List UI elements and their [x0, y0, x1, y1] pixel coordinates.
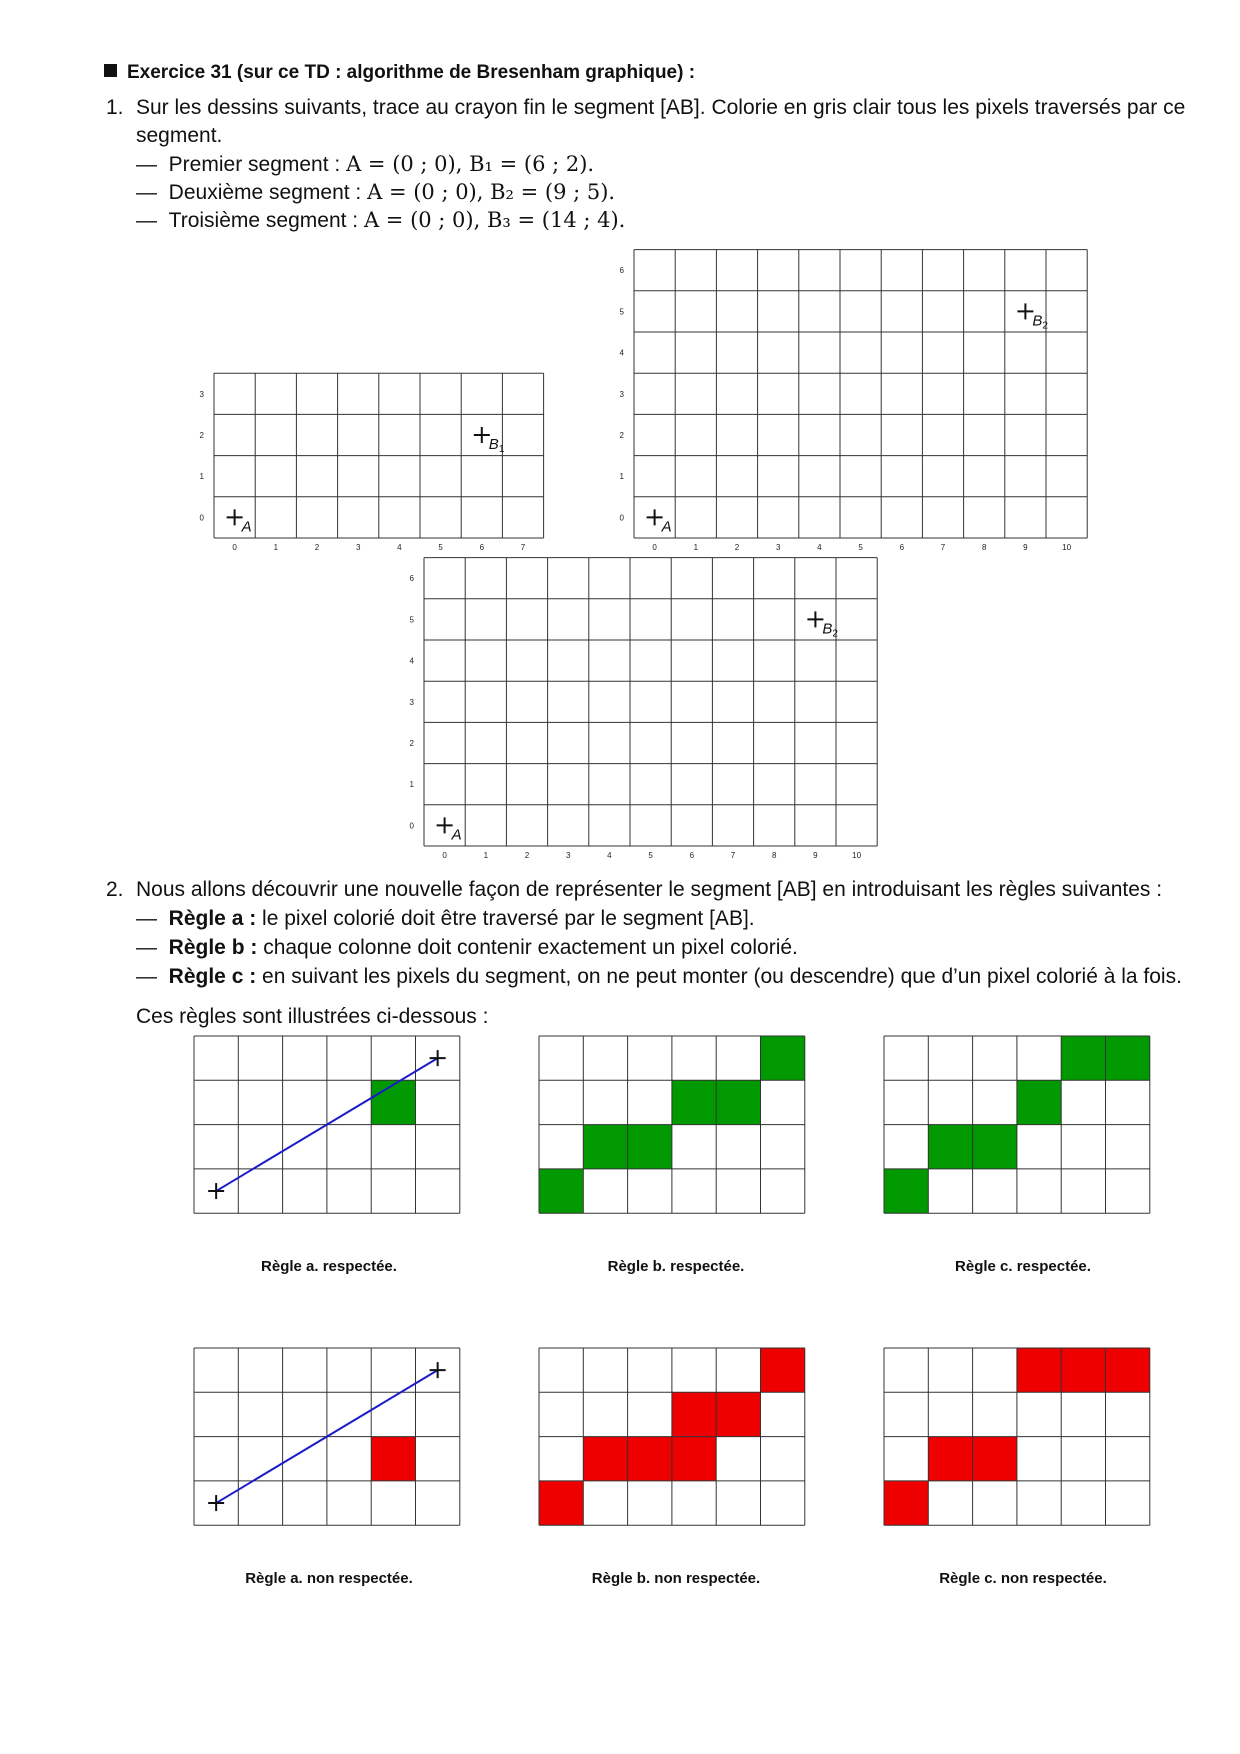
x-tick-label: 0	[652, 543, 657, 552]
point-a-cross-icon	[227, 509, 243, 525]
colored-pixel	[761, 1036, 805, 1080]
item-formula: A = (0 ; 0), B₃ = (14 ; 4).	[363, 208, 626, 232]
example-grid-2	[539, 1036, 805, 1213]
illustration-intro: Ces règles sont illustrées ci-dessous :	[136, 1005, 489, 1028]
colored-pixel	[539, 1481, 583, 1525]
example-grid-1	[194, 1036, 460, 1213]
colored-pixel	[1106, 1036, 1150, 1080]
x-tick-label: 9	[813, 851, 818, 860]
x-tick-label: 0	[232, 543, 237, 552]
grid-3	[410, 558, 878, 860]
point-b-subscript: 2	[832, 628, 838, 640]
colored-pixel	[928, 1437, 972, 1481]
y-tick-label: 6	[619, 266, 624, 276]
x-tick-label: 0	[442, 851, 447, 860]
y-tick-label: 0	[199, 513, 204, 523]
caption-rule-c-bad: Règle c. non respectée.	[939, 1570, 1107, 1587]
item-dash: —	[136, 181, 157, 204]
colored-pixel	[371, 1080, 415, 1124]
grid-2	[620, 250, 1088, 552]
colored-pixel	[1106, 1348, 1150, 1392]
rule-c	[136, 963, 1182, 991]
colored-pixel	[583, 1437, 627, 1481]
colored-pixel	[583, 1125, 627, 1169]
x-tick-label: 3	[775, 543, 781, 552]
y-tick-label: 3	[619, 389, 624, 399]
q2-text: Nous allons découvrir une nouvelle façon de représenter le segment [AB] en introduisant les règles suivantes :	[136, 878, 1163, 901]
caption-rule-a-bad: Règle a. non respectée.	[245, 1570, 413, 1587]
rule-dash: —	[136, 907, 157, 930]
q1-text-line2: segment.	[136, 124, 223, 147]
point-a-label: A	[661, 518, 672, 536]
point-a-cross-icon	[208, 1183, 224, 1199]
y-tick-label: 3	[409, 697, 414, 707]
rule-b	[136, 934, 798, 962]
x-tick-label: 2	[524, 851, 530, 860]
x-tick-label: 7	[520, 543, 526, 552]
rule-c-text: en suivant les pixels du segment, on ne peut monter (ou descendre) que d’un pixel colorié à la fois.	[262, 965, 1182, 988]
point-b-cross-icon	[474, 427, 490, 443]
rule-a	[136, 905, 755, 933]
point-b-cross-icon	[430, 1362, 446, 1378]
x-tick-label: 8	[981, 543, 987, 552]
pixel-grids	[0, 0, 1240, 870]
x-tick-label: 3	[565, 851, 571, 860]
x-tick-label: 4	[607, 851, 612, 860]
point-b-label: $B_2$	[1032, 312, 1048, 332]
y-tick-label: 4	[409, 656, 414, 666]
x-tick-label: 4	[397, 543, 402, 552]
colored-pixel	[628, 1125, 672, 1169]
colored-pixel	[1017, 1348, 1061, 1392]
rule-a-text: le pixel colorié doit être traversé par le segment [AB].	[262, 907, 755, 930]
rule-c-label: Règle c :	[168, 965, 257, 988]
caption-rule-b-ok: Règle b. respectée.	[607, 1258, 745, 1275]
point-b-cross-icon	[1017, 303, 1033, 319]
x-tick-label: 3	[355, 543, 361, 552]
example-grid-6	[884, 1348, 1150, 1525]
rule-b-label: Règle b :	[168, 936, 258, 959]
y-tick-label: 2	[199, 431, 204, 440]
x-tick-label: 2	[314, 543, 320, 552]
colored-pixel	[884, 1481, 928, 1525]
colored-pixel	[672, 1437, 716, 1481]
x-tick-label: 7	[940, 543, 946, 552]
point-b-subscript: 1	[498, 444, 505, 455]
y-tick-label: 6	[409, 574, 414, 584]
point-b-label: $B_2$	[822, 620, 838, 640]
x-tick-label: 9	[1023, 543, 1028, 552]
rule-dash: —	[136, 965, 157, 988]
example-grid-5	[539, 1348, 805, 1525]
point-b-label: $B_1$	[488, 436, 505, 455]
item-label: Deuxième segment :	[168, 181, 362, 204]
colored-pixel	[628, 1437, 672, 1481]
x-tick-label: 6	[689, 851, 695, 860]
colored-pixel	[716, 1392, 760, 1436]
colored-pixel	[371, 1437, 415, 1481]
caption-rule-a-ok: Règle a. respectée.	[261, 1258, 397, 1275]
caption-rule-b-bad: Règle b. non respectée.	[591, 1570, 761, 1587]
x-tick-label: 5	[438, 543, 443, 552]
rule-a-label: Règle a :	[168, 907, 257, 930]
grid-1	[200, 373, 544, 552]
x-tick-label: 2	[734, 543, 740, 552]
y-tick-label: 1	[409, 780, 414, 790]
y-tick-label: 0	[619, 513, 624, 523]
point-a-cross-icon	[208, 1495, 224, 1511]
x-tick-label: 7	[730, 851, 736, 860]
colored-pixel	[761, 1348, 805, 1392]
colored-pixel	[672, 1392, 716, 1436]
point-b-subscript: 2	[1042, 320, 1048, 332]
item-label: Premier segment :	[168, 153, 341, 176]
caption-rule-c-ok: Règle c. respectée.	[955, 1258, 1091, 1275]
colored-pixel	[716, 1080, 760, 1124]
item-dash: —	[136, 209, 157, 232]
colored-pixel	[1017, 1080, 1061, 1124]
y-tick-label: 2	[409, 739, 414, 748]
point-b-cross-icon	[430, 1050, 446, 1066]
y-tick-label: 1	[619, 472, 624, 482]
exercise-title-text: Exercice 31 (sur ce TD : algorithme de Bresenham graphique) :	[127, 62, 696, 83]
item-formula: A = (0 ; 0), B₂ = (9 ; 5).	[367, 180, 616, 204]
point-a-cross-icon	[437, 817, 453, 833]
colored-pixel	[1061, 1348, 1105, 1392]
y-tick-label: 5	[619, 307, 624, 317]
colored-pixel	[973, 1437, 1017, 1481]
example-grid-3	[884, 1036, 1150, 1213]
q2-number: 2.	[106, 878, 124, 901]
x-tick-label: 1	[273, 543, 279, 552]
colored-pixel	[672, 1080, 716, 1124]
colored-pixel	[539, 1169, 583, 1213]
item-dash: —	[136, 153, 157, 176]
q1-number: 1.	[106, 96, 124, 119]
x-tick-label: 1	[693, 543, 699, 552]
y-tick-label: 5	[409, 615, 414, 625]
item-formula: A = (0 ; 0), B₁ = (6 ; 2).	[346, 152, 595, 176]
x-tick-label: 5	[648, 851, 653, 860]
x-tick-label: 6	[479, 543, 485, 552]
x-tick-label: 5	[858, 543, 863, 552]
x-tick-label: 4	[817, 543, 822, 552]
q1-text-line1: Sur les dessins suivants, trace au crayon fin le segment [AB]. Colorie en gris clair tous les pixels traversés par ce	[136, 96, 1186, 119]
point-b-cross-icon	[807, 611, 823, 627]
y-tick-label: 2	[619, 431, 624, 440]
rule-dash: —	[136, 936, 157, 959]
colored-pixel	[928, 1125, 972, 1169]
colored-pixel	[884, 1169, 928, 1213]
x-tick-label: 10	[1062, 543, 1072, 552]
point-a-label: A	[241, 518, 252, 536]
x-tick-label: 6	[899, 543, 905, 552]
y-tick-label: 1	[199, 472, 204, 482]
rule-b-text: chaque colonne doit contenir exactement un pixel colorié.	[263, 936, 798, 959]
colored-pixel	[1061, 1036, 1105, 1080]
x-tick-label: 10	[852, 851, 862, 860]
x-tick-label: 1	[483, 851, 489, 860]
rule-examples	[0, 1030, 1240, 1710]
point-a-label: A	[451, 826, 462, 844]
colored-pixel	[973, 1125, 1017, 1169]
x-tick-label: 8	[771, 851, 777, 860]
y-tick-label: 4	[619, 348, 624, 358]
y-tick-label: 3	[199, 389, 204, 399]
example-grid-4	[194, 1348, 460, 1525]
point-a-cross-icon	[647, 509, 663, 525]
item-label: Troisième segment :	[168, 209, 359, 232]
y-tick-label: 0	[409, 821, 414, 831]
